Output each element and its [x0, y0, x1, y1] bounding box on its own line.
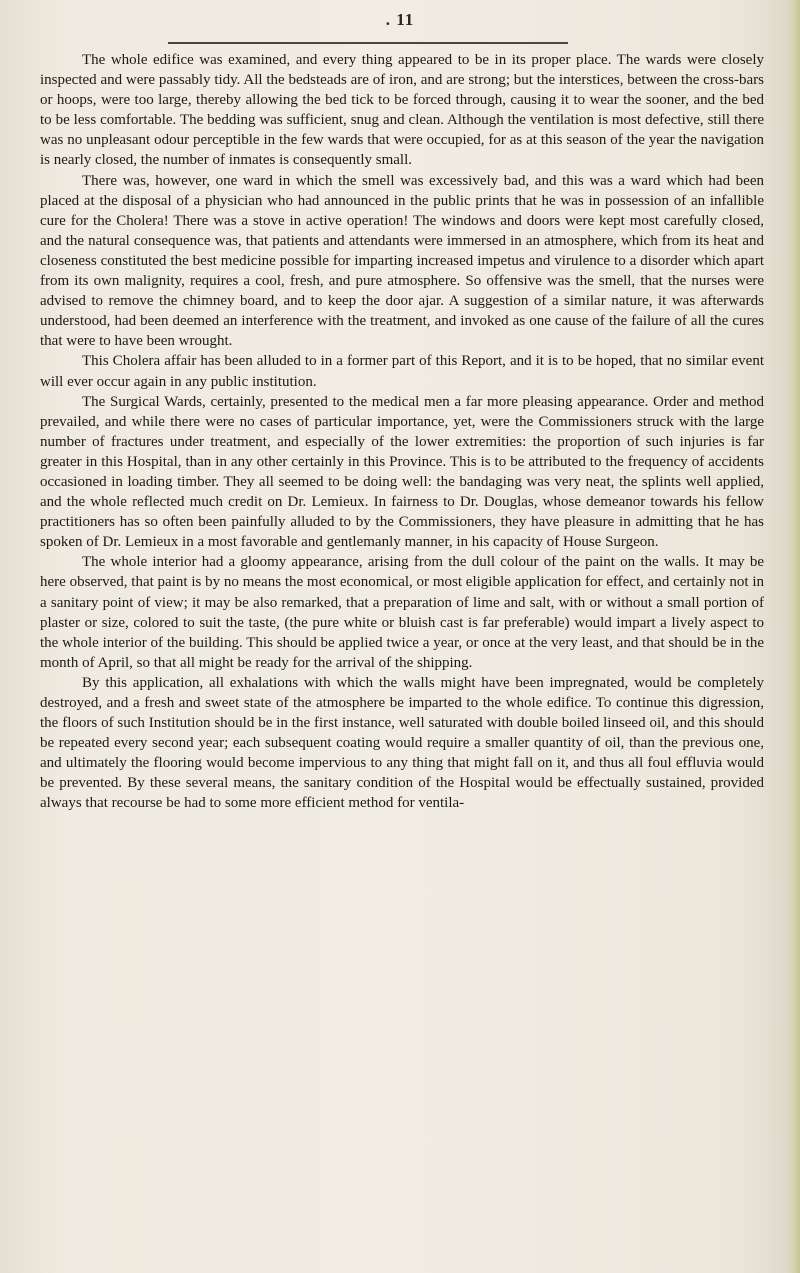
paragraph: The whole interior had a gloomy appearance, arising from the dull colour of the paint on the walls. It may be here observed, that paint is by no means the most economical, or most eligible application for effect, and certainly not in a sanitary point of view; it may be also remarked, that a preparation of lime and salt, with or without a small portion of plaster or size, colored to suit the taste, (the pure white or bluish cast is far preferable) would impart a lively aspect to the whole interior of the building. This should be applied twice a year, or once at the very least, and that should be in the month of April, so that all might be ready for the arrival of the shipping.: [40, 554, 764, 671]
paragraph: There was, however, one ward in which the smell was excessively bad, and this was a ward which had been placed at the disposal of a physician who had announced in the public prints that he was in possession of an infallible cure for the Cholera! There was a stove in active operation! The windows and doors were kept most carefully closed, and the natural consequence was, that patients and attendants were immersed in an atmosphere, which from its heat and closeness constituted the best medicine possible for imparting increased impetus and virulence to a disorder which apart from its own malignity, requires a cool, fresh, and pure atmosphere. So offensive was the smell, that the nurses were advised to remove the chimney board, and to keep the door ajar. A suggestion of a similar nature, it was afterwards understood, had been deemed an interference with the treatment, and invoked as one cause of the failure of all the cures that were to have been wrought.: [40, 172, 764, 350]
body-text: [40, 50, 764, 814]
paragraph: This Cholera affair has been alluded to in a former part of this Report, and it is to be hoped, that no similar event will ever occur again in any public institution.: [40, 353, 764, 390]
page-edge: [786, 0, 800, 1273]
header-rule: [168, 42, 568, 44]
paragraph: The whole edifice was examined, and every thing appeared to be in its proper place. The wards were closely inspected and were passably tidy. All the bedsteads are of iron, and are strong; but the interstices, between the cross-bars or hoops, were too large, thereby allowing the bed tick to be forced through, causing it to wear the sooner, and the bed to be less comfortable. The bedding was sufficient, snug and clean. Although the ventilation is most defective, still there was no unpleasant odour perceptible in the few wards that were occupied, for as at this season of the year the navigation is nearly closed, the number of inmates is consequently small.: [40, 52, 764, 169]
paragraph: The Surgical Wards, certainly, presented to the medical men a far more pleasing appearance. Order and method prevailed, and while there were no cases of particular importance, yet, were the Commissioners struck with the large number of fractures under treatment, and especially of the lower extremities: the proportion of such injuries is far greater in this Hospital, than in any other certainly in this Province. This is to be attributed to the frequency of accidents occasioned in loading timber. They all seemed to be doing well: the bandaging was very neat, the splints well applied, and the whole reflected much credit on Dr. Lemieux. In fairness to Dr. Douglas, whose demeanor towards his fellow practitioners has so often been painfully alluded to by the Commissioners, they have pleasure in admitting that he has spoken of Dr. Lemieux in a most favorable and gentlemanly manner, in his capacity of House Surgeon.: [40, 393, 764, 551]
page-number: . 11: [385, 10, 415, 29]
paragraph: By this application, all exhalations with which the walls might have been impregnated, would be completely destroyed, and a fresh and sweet state of the atmosphere be imparted to the whole edifice. To continue this digression, the floors of such Institution should be in the first instance, well saturated with double boiled linseed oil, and this should be repeated every second year; each subsequent coating would require a smaller quantity of oil, than the previous one, and ultimately the flooring would become impervious to any thing that might fall on it, and thus all foul effluvia would be prevented. By these several means, the sanitary condition of the Hospital would be effectually sustained, provided always that recourse be had to some more efficient method for ventila-: [40, 674, 764, 812]
